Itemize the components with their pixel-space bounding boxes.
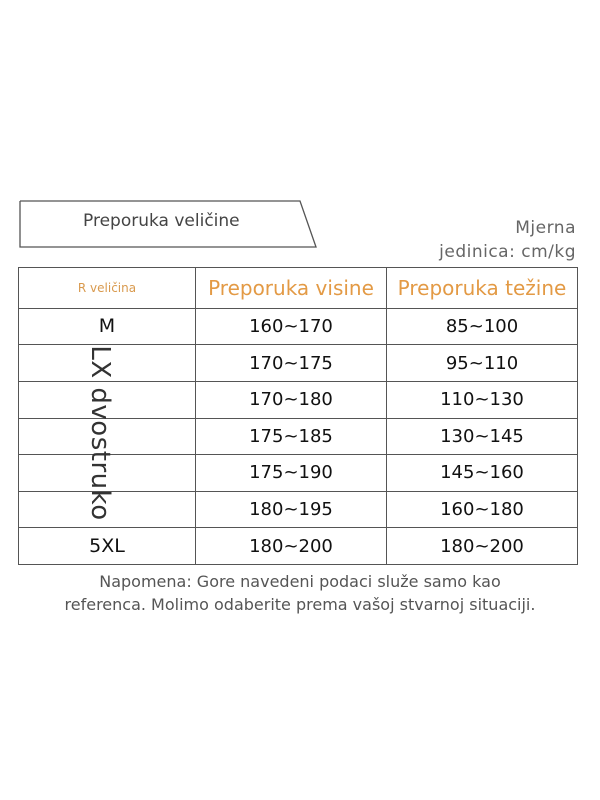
footnote bbox=[20, 570, 580, 616]
size-cell: 5XL bbox=[19, 528, 196, 565]
footnote-line-1: Napomena: Gore navedeni podaci služe samo kao bbox=[99, 572, 501, 591]
unit-note bbox=[404, 216, 576, 264]
weight-cell: 110~130 bbox=[387, 381, 578, 418]
height-cell: 170~180 bbox=[196, 381, 387, 418]
weight-cell: 145~160 bbox=[387, 455, 578, 492]
height-cell: 170~175 bbox=[196, 345, 387, 382]
page-title: Preporuka veličine bbox=[83, 211, 240, 231]
height-cell: 175~190 bbox=[196, 455, 387, 492]
table-row bbox=[19, 308, 578, 345]
weight-cell: 160~180 bbox=[387, 491, 578, 528]
merged-size-label bbox=[70, 344, 130, 522]
unit-line-2: jedinica: cm/kg bbox=[439, 242, 576, 262]
size-cell: M bbox=[19, 308, 196, 345]
weight-cell: 130~145 bbox=[387, 418, 578, 455]
merged-size-label-text: LX dvostruko bbox=[85, 345, 115, 521]
height-cell: 175~185 bbox=[196, 418, 387, 455]
height-cell: 160~170 bbox=[196, 308, 387, 345]
weight-cell: 95~110 bbox=[387, 345, 578, 382]
weight-cell: 180~200 bbox=[387, 528, 578, 565]
height-cell: 180~195 bbox=[196, 491, 387, 528]
table-header-row bbox=[19, 268, 578, 309]
header-height: Preporuka visine bbox=[196, 268, 387, 309]
height-cell: 180~200 bbox=[196, 528, 387, 565]
header-weight: Preporuka težine bbox=[387, 268, 578, 309]
unit-line-1: Mjerna bbox=[515, 218, 576, 238]
weight-cell: 85~100 bbox=[387, 308, 578, 345]
title-tab bbox=[18, 199, 318, 249]
header-size: R veličina bbox=[19, 268, 196, 309]
footnote-line-2: referenca. Molimo odaberite prema vašoj stvarnoj situaciji. bbox=[64, 595, 536, 614]
table-row bbox=[19, 528, 578, 565]
